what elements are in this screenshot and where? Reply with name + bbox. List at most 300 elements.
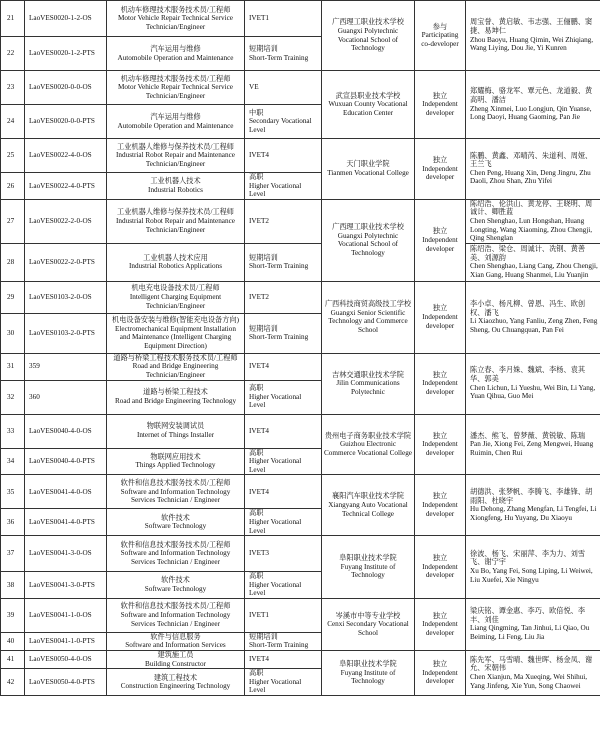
table-row — [1, 1, 600, 37]
education-level-en: Higher Vocational Level — [249, 181, 302, 199]
qualification-title-en: Software Technology — [144, 522, 207, 531]
education-level — [245, 572, 322, 599]
education-level-en: Higher Vocational Level — [249, 677, 302, 695]
education-level-zh: 高职 — [249, 572, 264, 581]
qualification-title-en: Software and Information Technology Services Technician / Engineer — [120, 549, 231, 566]
team-members — [466, 199, 600, 243]
row-number — [1, 1, 25, 37]
team-members — [466, 536, 600, 599]
school-name-en: Guangxi Senior Scientific Technology and Commerce School — [328, 308, 408, 334]
qualification-title — [107, 243, 245, 281]
row-number-zh: 29 — [7, 292, 15, 301]
qualification-title-en: Software and Information Technology Services Technician / Engineer — [120, 611, 231, 628]
school-name-zh: 武宣县职业技术学校 — [335, 91, 401, 100]
row-number — [1, 651, 25, 669]
row-number-zh: 37 — [7, 549, 15, 558]
education-level-zh: IVET2 — [249, 292, 269, 301]
developer-role — [415, 199, 466, 281]
developer-role — [415, 1, 466, 71]
course-code-zh: LaoVES0103-2-0-PTS — [29, 328, 95, 337]
course-code-zh: LaoVES0040-4-0-OS — [29, 426, 92, 435]
qualification-title-zh: 机电设备安装与维修(智能充电设备方向) — [112, 316, 239, 325]
education-level — [245, 313, 322, 353]
team-members-en: Chen Shenghao, Liang Cang, Zhou Chengji, Xian Gang, Huang Shanmei, Liu Yuanjin — [470, 262, 598, 279]
school-name-zh: 阜阳职业技术学院 — [339, 554, 397, 563]
qualification-title-en: Automobile Operation and Maintenance — [117, 121, 234, 130]
education-level — [245, 71, 322, 105]
table-row — [1, 475, 600, 509]
course-code-zh: LaoVES0041-4-0-OS — [29, 487, 92, 496]
school-name-en: Cenxi Secondary Vocational School — [327, 620, 409, 637]
team-members-en: Chen Xianjun, Ma Xueqing, Wei Shihui, Yang Jinfeng, Xie Yun, Song Chaowei — [470, 673, 588, 690]
course-code — [25, 353, 107, 380]
school-name — [322, 475, 415, 536]
school-name-zh: 岑溪市中等专业学校 — [335, 611, 401, 620]
team-members-en: Li Xiaozhuo, Yang Fanliu, Zeng Zhen, Feng Sheng, Ou Chuangquan, Pan Fei — [470, 317, 598, 334]
education-level — [245, 173, 322, 200]
education-level-zh: IVET4 — [249, 487, 269, 496]
education-level — [245, 632, 322, 650]
qualification-title-zh: 机动车修理技术服务技术员/工程师 — [120, 74, 231, 83]
developer-role-en: Independent developer — [422, 562, 458, 580]
team-members — [466, 475, 600, 536]
education-level-zh: IVET4 — [249, 151, 269, 160]
developer-role-zh: 独立 — [432, 554, 448, 563]
qualification-title-en: Industrial Robotics Applications — [128, 262, 223, 271]
education-level-zh: IVET2 — [249, 216, 269, 225]
team-members-zh: 陈先军、马雪晴、魏世晖、杨金凤、谢允、宋朝伟 — [470, 655, 593, 673]
qualification-title — [107, 536, 245, 572]
course-code-zh: LaoVES0050-4-0-OS — [29, 655, 92, 664]
course-code — [25, 139, 107, 173]
qualification-title-zh: 机电充电设备技术员/工程师 — [131, 284, 220, 293]
developer-role-en: Participating co-developer — [421, 31, 459, 48]
qualification-title — [107, 414, 245, 448]
qualification-title — [107, 651, 245, 669]
qualification-title-en: Road and Bridge Engineering Technology — [114, 397, 237, 406]
qualification-title-zh: 机动车修理技术服务技术员/工程师 — [120, 5, 231, 14]
row-number-zh: 32 — [7, 392, 15, 401]
course-code-zh: 360 — [29, 392, 40, 401]
course-code-zh: LaoVES0020-1-2-OS — [29, 14, 92, 23]
course-code — [25, 380, 107, 414]
education-level — [245, 598, 322, 632]
education-level — [245, 475, 322, 509]
course-code — [25, 536, 107, 572]
course-code — [25, 448, 107, 475]
school-name-zh: 贵州电子商务职业技术学院 — [324, 431, 412, 440]
table-row — [1, 651, 600, 669]
course-code — [25, 669, 107, 696]
school-name-en: Jilin Communications Polytechnic — [336, 379, 400, 396]
row-number — [1, 598, 25, 632]
qualification-title-zh: 建筑施工员 — [157, 651, 194, 660]
developer-role-zh: 独立 — [432, 227, 448, 236]
qualification-title-zh: 物联网应用技术 — [150, 452, 201, 461]
developer-role-en: Independent developer — [422, 500, 458, 518]
school-name-en: Fuyang Institute of Technology — [340, 668, 396, 686]
education-level — [245, 509, 322, 536]
team-members-en: Zhou Baoyu, Huang Qimin, Wei Zhiqiang, Wang Liying, Dou Jie, Yi Kunren — [470, 35, 594, 53]
row-number — [1, 139, 25, 173]
qualification-title — [107, 37, 245, 71]
qualification-title-zh: 道路与桥梁工程技术服务技术员/工程师 — [113, 353, 238, 362]
education-level-en: Higher Vocational Level — [249, 392, 302, 410]
school-name — [322, 414, 415, 475]
table-row — [1, 243, 600, 281]
education-level-zh: IVET4 — [249, 426, 269, 435]
education-level-zh: IVET1 — [249, 611, 269, 620]
table-row — [1, 414, 600, 448]
education-level — [245, 243, 322, 281]
row-number — [1, 414, 25, 448]
developer-role-zh: 独立 — [432, 156, 448, 164]
qualification-title-zh: 工业机器人技术应用 — [143, 253, 208, 262]
row-number-zh: 34 — [7, 457, 15, 466]
qualification-title — [107, 1, 245, 37]
education-level-zh: 高职 — [249, 384, 264, 393]
education-level — [245, 281, 322, 313]
row-number — [1, 669, 25, 696]
team-members-en: Zheng Xinmei, Luo Longjun, Qin Yuanse, Long Daoyi, Huang Gaoming, Pan Jie — [470, 104, 592, 122]
row-number-zh: 21 — [7, 14, 15, 23]
team-members — [466, 139, 600, 200]
qualification-title-zh: 物联网安装调试员 — [146, 422, 205, 431]
team-members-zh: 周宝誉、黄启敏、韦志强、王俪鹏、窦捷、易坤仁 — [470, 18, 593, 35]
qualification-title — [107, 380, 245, 414]
qualification-title — [107, 669, 245, 696]
school-name-en: Guangxi Polytechnic Vocational School of Technology — [337, 231, 399, 257]
qualification-title — [107, 173, 245, 200]
developer-role-zh: 独立 — [432, 304, 448, 313]
table-row — [1, 353, 600, 380]
qualification-title-en: Software and Information Technology Services Technician / Engineer — [120, 487, 231, 505]
education-level-zh: VE — [249, 83, 259, 92]
course-code-zh: LaoVES0020-1-2-PTS — [29, 49, 95, 58]
course-code — [25, 651, 107, 669]
team-members-en: Chen Lichun, Li Yueshu, Wei Bin, Li Yang, Yuan Qihua, Guo Mei — [470, 383, 596, 401]
developer-role — [415, 281, 466, 353]
qualification-title — [107, 71, 245, 105]
course-code — [25, 37, 107, 71]
course-code-zh: 359 — [29, 362, 40, 371]
row-number — [1, 353, 25, 380]
developer-role-en: Independent developer — [422, 235, 458, 253]
school-name-zh: 天门职业学院 — [346, 160, 390, 169]
row-number-zh: 40 — [7, 637, 15, 646]
row-number — [1, 243, 25, 281]
school-name — [322, 281, 415, 353]
team-members — [466, 1, 600, 71]
row-number — [1, 509, 25, 536]
qualification-title-en: Building Constructor — [145, 659, 206, 668]
team-members — [466, 353, 600, 414]
table-row — [1, 598, 600, 632]
qualification-title-zh: 软件与信息服务 — [150, 632, 201, 641]
team-members-en: Chen Peng, Huang Xin, Deng Jingru, Zhu Daoli, Zhou Shan, Zhu Yifei — [470, 168, 591, 186]
qualification-title-zh: 汽车运用与维修 — [150, 112, 201, 121]
team-members-zh: 胡德洪、张梦帆、李腾飞、李雄锋、胡雨阳、杜晓宇 — [470, 488, 593, 505]
developer-role-zh: 独立 — [432, 91, 448, 100]
course-code-zh: LaoVES0022-4-0-PTS — [29, 181, 95, 190]
course-code-zh: LaoVES0041-3-0-PTS — [29, 580, 95, 589]
school-name-zh: 广西科技商贸高级技工学校 — [324, 300, 412, 309]
row-number-zh: 36 — [7, 517, 15, 526]
row-number-zh: 23 — [7, 83, 15, 92]
school-name-en: Xiangyang Auto Vocational Technical College — [328, 500, 408, 518]
qualification-title-en: Industrial Robot Repair and Maintenance Technician/Engineer — [116, 151, 235, 168]
qualification-title-zh: 汽车运用与维修 — [150, 44, 201, 53]
developer-role — [415, 353, 466, 414]
course-code-zh: LaoVES0040-4-0-PTS — [29, 457, 95, 466]
developer-role — [415, 598, 466, 650]
course-code-zh: LaoVES0020-0-0-PTS — [29, 117, 95, 126]
qualification-title-en: Software and Information Services — [125, 641, 226, 650]
course-code — [25, 281, 107, 313]
qualification-title — [107, 475, 245, 509]
qualification-title-zh: 建筑工程技术 — [153, 673, 198, 682]
developer-role-zh: 独立 — [432, 660, 448, 669]
school-name — [322, 139, 415, 200]
developer-role — [415, 536, 466, 599]
row-number — [1, 199, 25, 243]
school-name-en: Fuyang Institute of Technology — [340, 562, 396, 580]
row-number-zh: 35 — [7, 487, 15, 496]
course-code-zh: LaoVES0022-2-0-OS — [29, 216, 92, 225]
education-level-en: Short-Term Training — [249, 333, 309, 342]
school-name-zh: 广西理工职业技术学校 — [332, 223, 404, 232]
course-code — [25, 173, 107, 200]
row-number — [1, 632, 25, 650]
course-code-zh: LaoVES0022-2-0-PTS — [29, 257, 95, 266]
education-level-zh: 短期培训 — [249, 632, 278, 641]
developer-role-zh: 独立 — [432, 492, 448, 501]
education-level — [245, 105, 322, 139]
education-level — [245, 414, 322, 448]
qualification-title-zh: 软件和信息技术服务技术员/工程师 — [120, 478, 231, 487]
team-members-en: Pan Jie, Xiong Fei, Zeng Mengwei, Huang Ruimin, Chen Rui — [470, 440, 594, 457]
qualification-title-en: Intelligent Charging Equipment Technician/Engineer — [129, 292, 222, 310]
school-name — [322, 353, 415, 414]
education-level-zh: 短期培训 — [249, 44, 278, 53]
table-row — [1, 536, 600, 572]
team-members-zh: 陈绍浩、伦洪山、黄龙停、王晓明、周诚计、卿胜蓝 — [470, 199, 593, 217]
team-members-zh: 潘杰、熊飞、曾梦薇、黄锐敏、陈瑞 — [470, 431, 586, 440]
course-code-zh: LaoVES0041-3-0-OS — [29, 549, 92, 558]
course-code-zh: LaoVES0022-4-0-OS — [29, 151, 92, 160]
qualification-title — [107, 105, 245, 139]
team-members-zh: 陈鹏、黄鑫、邓晴芮、朱道利、周娅、王兰飞 — [470, 151, 593, 169]
row-number-zh: 39 — [7, 611, 15, 620]
developer-role-en: Independent developer — [422, 312, 458, 330]
developer-role-en: Independent developer — [422, 620, 458, 637]
team-members-zh: 李小卓、杨凡柳、曾恩、冯生、欧创权、潘飞 — [470, 300, 586, 317]
developer-role-zh: 独立 — [432, 611, 448, 620]
qualification-title-en: Motor Vehicle Repair Technical Service Technician/Engineer — [118, 14, 233, 31]
course-code-zh: LaoVES0041-1-0-OS — [29, 611, 92, 620]
school-name-en: Wuxuan County Vocational Education Center — [328, 100, 408, 117]
team-members — [466, 243, 600, 281]
team-members-zh: 郑耀梅、骆龙军、覃元色、龙道毅、黄高明、潘洁 — [470, 87, 593, 104]
education-level — [245, 1, 322, 37]
team-members-zh: 徐波、杨飞、宋丽萍、李为力、刘雪飞、谢宁宇 — [470, 549, 586, 567]
course-code — [25, 105, 107, 139]
school-name-zh: 吉林交通职业技术学院 — [332, 370, 404, 379]
developer-role-zh: 独立 — [432, 370, 448, 379]
qualification-title-en: Industrial Robotics — [148, 185, 203, 194]
team-members — [466, 281, 600, 353]
table-row — [1, 71, 600, 105]
developer-role — [415, 651, 466, 696]
qualification-title-zh: 软件技术 — [161, 576, 190, 585]
row-number-zh: 27 — [7, 216, 15, 225]
course-code — [25, 1, 107, 37]
developer-role-en: Independent developer — [422, 668, 458, 686]
row-number — [1, 71, 25, 105]
education-level — [245, 139, 322, 173]
education-level-en: Secondary Vocational Level — [249, 117, 312, 134]
row-number — [1, 313, 25, 353]
course-code — [25, 71, 107, 105]
school-name-en: Guizhou Electronic Commerce Vocational College — [324, 440, 412, 457]
qualification-title — [107, 313, 245, 353]
row-number — [1, 475, 25, 509]
row-number-zh: 38 — [7, 580, 15, 589]
school-name — [322, 598, 415, 650]
row-number — [1, 536, 25, 572]
education-level-zh: IVET4 — [249, 655, 269, 664]
education-level — [245, 669, 322, 696]
row-number-zh: 30 — [7, 328, 15, 337]
row-number-zh: 22 — [7, 49, 15, 58]
team-members-en: Liang Qingming, Tan Jinhui, Li Qiao, Ou Beiming, Li Feng, Liu Jia — [470, 624, 590, 642]
row-number-zh: 25 — [7, 151, 15, 160]
education-level — [245, 199, 322, 243]
qualification-title-en: Software Technology — [144, 584, 207, 593]
education-level-zh: 中职 — [249, 108, 264, 117]
qualification-title — [107, 632, 245, 650]
course-code-zh: LaoVES0020-0-0-OS — [29, 83, 92, 92]
school-name — [322, 536, 415, 599]
row-number-zh: 26 — [7, 181, 15, 190]
course-code-zh: LaoVES0041-1-0-PTS — [29, 637, 95, 646]
course-code — [25, 199, 107, 243]
qualification-title-en: Automobile Operation and Maintenance — [117, 53, 234, 62]
education-level-zh: IVET4 — [249, 362, 269, 371]
team-members — [466, 414, 600, 475]
education-level — [245, 651, 322, 669]
team-members-en: Hu Dehong, Zhang Mengfan, Li Tengfei, Li Xiongfeng, Hu Yuyang, Du Xiaoyu — [470, 505, 597, 522]
education-level — [245, 37, 322, 71]
school-name — [322, 651, 415, 696]
developer-role-en: Independent developer — [422, 164, 458, 182]
education-level-zh: 高职 — [249, 509, 264, 518]
developer-role-zh: 参与 — [432, 22, 448, 31]
row-number-zh: 42 — [7, 677, 15, 686]
education-level-en: Higher Vocational Level — [249, 517, 302, 535]
school-name-zh: 广西理工职业技术学校 — [332, 18, 404, 27]
team-members-zh: 陈绍浩、梁仓、周诚计、冼钢、黄善美、刘源韵 — [470, 245, 586, 262]
qualification-title — [107, 199, 245, 243]
row-number — [1, 380, 25, 414]
row-number — [1, 448, 25, 475]
team-members-en: Xu Bo, Yang Fei, Song Liping, Li Weiwei, Liu Xuefei, Xie Ningyu — [470, 566, 593, 584]
developer-role — [415, 71, 466, 139]
table-row — [1, 139, 600, 173]
course-code — [25, 509, 107, 536]
course-code-zh: LaoVES0103-2-0-OS — [29, 292, 92, 301]
school-name — [322, 71, 415, 139]
row-number — [1, 281, 25, 313]
education-level-en: Short-Term Training — [249, 53, 309, 62]
qualification-title-zh: 软件和信息技术服务技术员/工程师 — [120, 602, 231, 611]
school-name-en: Tianmen Vocational College — [327, 168, 409, 177]
qualification-title-en: Construction Engineering Technology — [120, 682, 231, 691]
qualification-title-zh: 工业机器人维修与保养技术员/工程师 — [117, 208, 234, 217]
qualification-title — [107, 509, 245, 536]
qualification-title-en: Things Applied Technology — [135, 461, 216, 470]
team-members — [466, 651, 600, 696]
school-name-zh: 阜阳职业技术学院 — [339, 660, 397, 669]
course-code — [25, 475, 107, 509]
row-number — [1, 572, 25, 599]
course-code — [25, 414, 107, 448]
developer-role — [415, 475, 466, 536]
school-name — [322, 1, 415, 71]
team-members-zh: 陈立春、李月姝、魏斌、李杨、袁其华、郭美 — [470, 366, 586, 384]
developer-role-en: Independent developer — [422, 100, 458, 117]
course-code — [25, 313, 107, 353]
table-row — [1, 281, 600, 313]
qualification-title — [107, 572, 245, 599]
row-number-zh: 41 — [7, 655, 15, 664]
qualification-title-en: Electromechanical Equipment Installation and Maintenance (Intelligent Charging Equipment Direction) — [115, 324, 236, 350]
qualification-title-zh: 道路与桥梁工程技术 — [143, 388, 208, 397]
qualification-title-en: Motor Vehicle Repair Technical Service Technician/Engineer — [118, 83, 233, 100]
qualification-title-zh: 软件技术 — [161, 513, 190, 522]
qualification-title-en: Industrial Robot Repair and Maintenance Technician/Engineer — [116, 216, 235, 234]
education-level-en: Short-Term Training — [249, 262, 309, 271]
education-level-zh: 高职 — [249, 669, 264, 678]
education-level-zh: IVET3 — [249, 549, 269, 558]
course-code — [25, 243, 107, 281]
education-level — [245, 380, 322, 414]
developer-role — [415, 139, 466, 200]
team-members-en: Chen Shenghao, Lun Hongshan, Huang Longting, Wang Xiaoming, Zhou Chengji, Qing Shenglan — [470, 216, 593, 243]
developer-role-en: Independent developer — [422, 379, 458, 396]
row-number — [1, 105, 25, 139]
course-code — [25, 572, 107, 599]
course-code-zh: LaoVES0050-4-0-PTS — [29, 677, 95, 686]
education-level-en: Higher Vocational Level — [249, 580, 302, 598]
qualification-title — [107, 448, 245, 475]
education-level — [245, 536, 322, 572]
qualification-title — [107, 139, 245, 173]
course-code — [25, 598, 107, 632]
row-number-zh: 31 — [7, 362, 15, 371]
school-name-zh: 襄阳汽车职业技术学院 — [332, 492, 404, 501]
developer-role-zh: 独立 — [432, 431, 448, 440]
school-name — [322, 199, 415, 281]
education-level-zh: 短期培训 — [249, 253, 278, 262]
qualification-title-zh: 工业机器人技术 — [150, 177, 201, 186]
qualification-title-zh: 软件和信息技术服务技术员/工程师 — [120, 540, 231, 549]
education-level — [245, 353, 322, 380]
education-level-zh: 高职 — [249, 173, 264, 181]
developer-role — [415, 414, 466, 475]
row-number-zh: 28 — [7, 257, 15, 266]
education-level — [245, 448, 322, 475]
